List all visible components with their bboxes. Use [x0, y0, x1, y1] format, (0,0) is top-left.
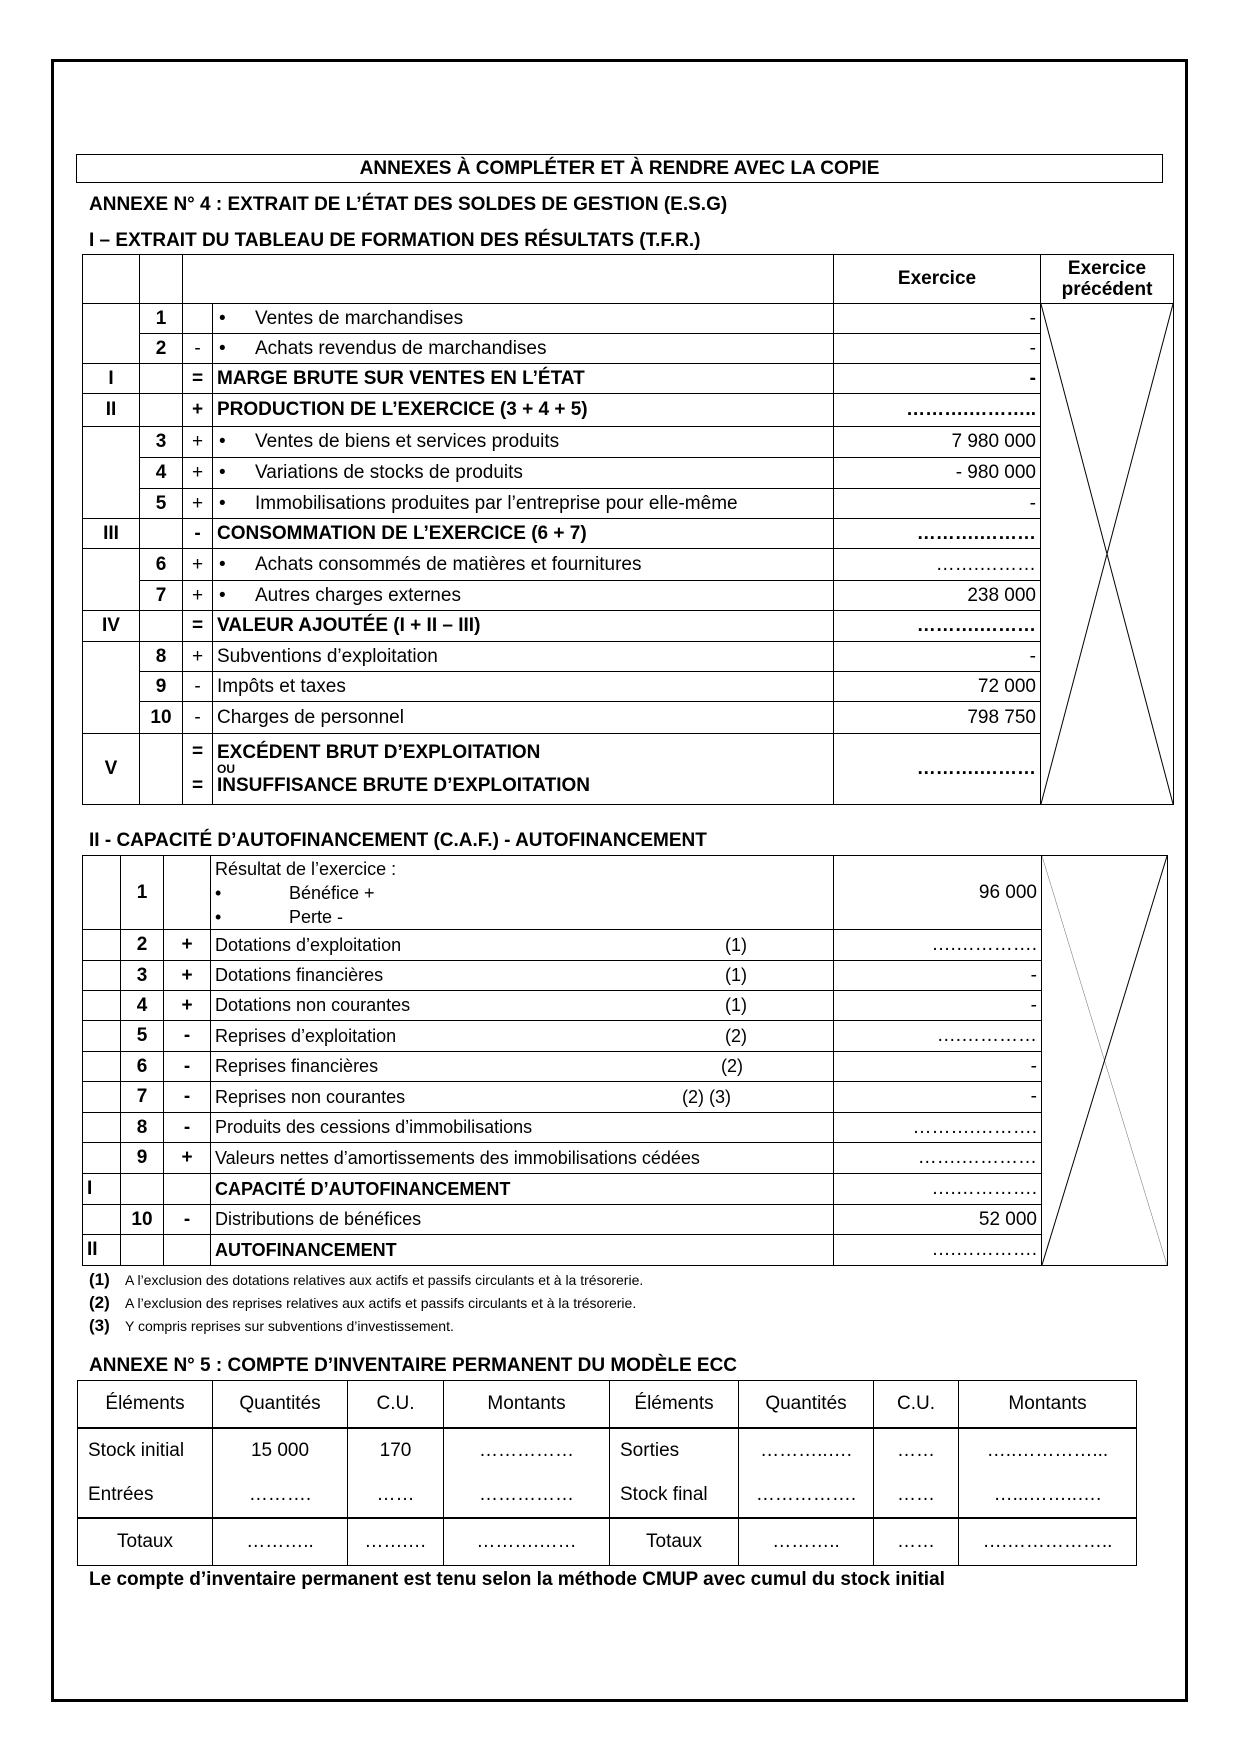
- roman-cell: [83, 1205, 121, 1235]
- inventaire-cell: …...……..….: [959, 1473, 1137, 1518]
- column-header: C.U.: [874, 1381, 959, 1428]
- perte-label: Perte -: [289, 906, 344, 927]
- inventaire-cell: ……………: [444, 1473, 610, 1518]
- bullet-icon: •: [219, 584, 226, 606]
- row-label-text: Distributions de bénéfices: [215, 1209, 422, 1229]
- ebe-label: EXCÉDENT BRUT D’EXPLOITATION: [217, 741, 541, 763]
- sign-cell: +: [183, 581, 213, 611]
- row-label-wrap: [215, 1117, 829, 1138]
- table-row: [83, 856, 1168, 930]
- row-number: [140, 394, 183, 427]
- row-label-text: Autres charges externes: [255, 584, 461, 606]
- roman-cell-empty: [83, 642, 140, 734]
- row-value: 7 980 000: [834, 427, 1041, 458]
- sign-cell: +: [183, 394, 213, 427]
- row-value: ….………….: [834, 930, 1042, 961]
- bullet-icon: •: [219, 337, 226, 359]
- row-number: 4: [121, 991, 164, 1021]
- table-row: [83, 1235, 1168, 1266]
- row-label: [211, 1113, 834, 1143]
- footnote-3: [89, 1316, 454, 1336]
- table-row: [83, 364, 1174, 394]
- table-row: [83, 702, 1174, 734]
- row-value: ……….………: [834, 734, 1041, 805]
- sign-cell: +: [164, 961, 211, 991]
- footnote-ref: (2): [721, 1056, 743, 1076]
- header-empty: [140, 255, 183, 304]
- row-label-text: CAPACITÉ D’AUTOFINANCEMENT: [215, 1178, 511, 1199]
- sign-cell: -: [164, 1113, 211, 1143]
- benefice-label: Bénéfice +: [289, 882, 375, 903]
- footnote-mark: (3): [89, 1316, 110, 1335]
- row-label-text: Subventions d’exploitation: [217, 645, 438, 667]
- roman-cell: I: [83, 1174, 121, 1205]
- row-label: [213, 458, 834, 489]
- row-value: 96 000: [834, 856, 1042, 930]
- roman-cell: II: [83, 1235, 121, 1266]
- footnote-text: Y compris reprises sur subventions d’investissement.: [125, 1318, 454, 1334]
- row-label-wrap: [215, 1087, 829, 1108]
- row-label: [213, 734, 834, 805]
- row-number: 3: [140, 427, 183, 458]
- annexe4-title: ANNEXE N° 4 : EXTRAIT DE L’ÉTAT DES SOLDES DE GESTION (E.S.G): [89, 194, 728, 215]
- row-label-text: Dotations financières: [215, 965, 384, 985]
- row-label: [213, 364, 834, 394]
- row-label-text: Achats revendus de marchandises: [255, 337, 547, 359]
- row-label: [211, 1143, 834, 1174]
- row-value: - 980 000: [834, 458, 1041, 489]
- sign-cell: -: [183, 702, 213, 734]
- row-value: 798 750: [834, 702, 1041, 734]
- table-row: [83, 549, 1174, 581]
- row-label-text: Dotations non courantes: [215, 995, 411, 1015]
- inventaire-cell: ……: [874, 1473, 959, 1518]
- row-label-text: AUTOFINANCEMENT: [215, 1239, 397, 1260]
- cross-icon: [1041, 304, 1173, 804]
- sign-cell: +: [183, 642, 213, 672]
- inventaire-cell: Entrées: [78, 1473, 213, 1518]
- row-label: [213, 489, 834, 519]
- table-row: [83, 930, 1168, 961]
- col-exercice: Exercice: [834, 255, 1041, 304]
- row-label: [211, 930, 834, 961]
- row-label: [211, 961, 834, 991]
- row-value: -: [834, 1082, 1042, 1113]
- table-row: [83, 334, 1174, 364]
- table-row: [83, 611, 1174, 642]
- bullet-icon: •: [219, 492, 226, 514]
- roman-cell: II: [83, 394, 140, 427]
- table-row: [83, 642, 1174, 672]
- inventaire-cell: ………..….: [739, 1428, 874, 1473]
- inventaire-cell: ……: [874, 1428, 959, 1473]
- annexes-header: ANNEXES À COMPLÉTER ET À RENDRE AVEC LA COPIE: [76, 154, 1163, 183]
- row-label: [211, 1052, 834, 1082]
- sign-top: =: [191, 741, 204, 762]
- roman-cell-empty: [83, 304, 140, 364]
- footnote-2: [89, 1293, 636, 1313]
- table-row: [83, 304, 1174, 334]
- row-value: -: [834, 304, 1041, 334]
- bullet-icon: •: [215, 882, 222, 903]
- footnote-ref: (2) (3): [682, 1086, 731, 1107]
- inventaire-cell: …..…………...: [959, 1428, 1137, 1473]
- sign-bottom: =: [191, 775, 204, 796]
- sign-cell: +: [164, 1143, 211, 1174]
- row-label-text: MARGE BRUTE SUR VENTES EN L’ÉTAT: [217, 367, 585, 389]
- tfr-table: [82, 254, 1174, 805]
- sign-cell: +: [164, 930, 211, 961]
- row-number: 4: [140, 458, 183, 489]
- roman-cell-empty: [83, 549, 140, 611]
- table-row: [83, 458, 1174, 489]
- row-label-text: Charges de personnel: [217, 706, 404, 728]
- row-label-text: Valeurs nettes d’amortissements des immobilisations cédées: [215, 1147, 700, 1168]
- roman-cell: IV: [83, 611, 140, 642]
- sign-cell: +: [183, 458, 213, 489]
- row-label-text: Ventes de biens et services produits: [255, 431, 560, 452]
- table-row: [78, 1473, 1137, 1518]
- column-header: C.U.: [348, 1381, 444, 1428]
- row-number: 1: [121, 856, 164, 930]
- list-item: [215, 881, 829, 905]
- footnote-ref: (1): [725, 965, 747, 985]
- row-number: [140, 519, 183, 549]
- table-row: [83, 489, 1174, 519]
- table-row: [83, 427, 1174, 458]
- row-value: 52 000: [834, 1205, 1042, 1235]
- list-item: [215, 905, 829, 929]
- row-label-wrap: [215, 1209, 829, 1230]
- roman-cell: [83, 961, 121, 991]
- row-label-text: Reprises non courantes: [215, 1086, 406, 1107]
- header-empty: [183, 255, 834, 304]
- row-label: [211, 1205, 834, 1235]
- row-number: 10: [140, 702, 183, 734]
- row-label-text: Dotations d’exploitation: [215, 934, 402, 955]
- row-label-text: PRODUCTION DE L’EXERCICE (3 + 4 + 5): [217, 399, 588, 420]
- section2-title: II - CAPACITÉ D’AUTOFINANCEMENT (C.A.F.) - AUTOFINANCEMENT: [89, 830, 707, 851]
- row-label: [213, 581, 834, 611]
- row-label: [213, 611, 834, 642]
- roman-cell: V: [83, 734, 140, 805]
- bullet-icon: •: [219, 431, 226, 452]
- sign-cell: =: [183, 611, 213, 642]
- sign-cell: +: [183, 427, 213, 458]
- roman-cell: [83, 991, 121, 1021]
- row-label-wrap: [215, 1026, 829, 1047]
- header-empty: [83, 255, 140, 304]
- crossed-out-cell: [1042, 856, 1168, 1266]
- table-row: [83, 1143, 1168, 1174]
- tfr-header-row: [83, 255, 1174, 304]
- row-number: 6: [140, 549, 183, 581]
- footnote-1: [89, 1270, 643, 1290]
- or-label: OU: [217, 761, 235, 776]
- row-label: [211, 1235, 834, 1266]
- row-label-text: Variations de stocks de produits: [255, 462, 523, 483]
- sign-cell: [183, 734, 213, 805]
- row-value: …….………: [834, 549, 1041, 581]
- inventaire-cell: ……………: [444, 1428, 610, 1473]
- column-header: Quantités: [213, 1381, 348, 1428]
- sign-cell: -: [164, 1052, 211, 1082]
- row-number: [140, 734, 183, 805]
- row-number: 5: [140, 489, 183, 519]
- column-header: Quantités: [739, 1381, 874, 1428]
- table-row: [83, 1082, 1168, 1113]
- column-header: Éléments: [610, 1381, 739, 1428]
- table-row: [83, 1052, 1168, 1082]
- inventaire-header-row: [78, 1381, 1137, 1428]
- row-value: -: [834, 991, 1042, 1021]
- table-row: [83, 734, 1174, 805]
- table-row: [83, 672, 1174, 702]
- inventaire-cell: Totaux: [78, 1518, 213, 1566]
- row-value: -: [834, 1052, 1042, 1082]
- row-value: ….………….: [834, 1174, 1042, 1205]
- footnote-ref: (1): [725, 934, 747, 955]
- col-exercice-precedent: Exercice précédent: [1041, 255, 1174, 304]
- row-label: [211, 1021, 834, 1052]
- row-label: [213, 427, 834, 458]
- row-label: [213, 519, 834, 549]
- sign-cell: -: [164, 1021, 211, 1052]
- inventaire-cell: ………..: [213, 1518, 348, 1566]
- footnote-mark: (1): [89, 1270, 110, 1289]
- roman-cell: [83, 1052, 121, 1082]
- inventaire-cell: …………….: [739, 1473, 874, 1518]
- sign-cell: +: [183, 549, 213, 581]
- row-value: -: [834, 364, 1041, 394]
- row-number: 8: [121, 1113, 164, 1143]
- footnote-text: A l’exclusion des reprises relatives aux actifs et passifs circulants et à la trésorerie.: [125, 1295, 637, 1311]
- bullet-icon: •: [219, 307, 226, 329]
- table-row: [78, 1518, 1137, 1566]
- row-number: 5: [121, 1021, 164, 1052]
- sign-cell: -: [164, 1205, 211, 1235]
- row-label-wrap: [215, 995, 829, 1016]
- inventaire-cell: Sorties: [610, 1428, 739, 1473]
- row-value: ……….………..: [834, 394, 1041, 427]
- row-label: [213, 642, 834, 672]
- table-row: [83, 1174, 1168, 1205]
- row-value: …….…………: [834, 1143, 1042, 1174]
- row-label: [213, 304, 834, 334]
- row-number: 1: [140, 304, 183, 334]
- roman-cell: [83, 1082, 121, 1113]
- roman-cell: [83, 1113, 121, 1143]
- sign-cell: [183, 304, 213, 334]
- table-row: [83, 1205, 1168, 1235]
- row-number: 8: [140, 642, 183, 672]
- sign-cell: +: [183, 489, 213, 519]
- row-label: [211, 1174, 834, 1205]
- table-row: [83, 519, 1174, 549]
- inventaire-cell: Totaux: [610, 1518, 739, 1566]
- row-value: ……….………: [834, 611, 1041, 642]
- sign-cell: [164, 856, 211, 930]
- ibe-label: INSUFFISANCE BRUTE D’EXPLOITATION: [217, 774, 590, 796]
- row-value: 72 000: [834, 672, 1041, 702]
- row-number: [121, 1174, 164, 1205]
- row-number: 7: [140, 581, 183, 611]
- inventaire-table: [77, 1380, 1137, 1566]
- table-row: [83, 961, 1168, 991]
- inventaire-cell: …….…: [348, 1518, 444, 1566]
- row-value: ….………….: [834, 1235, 1042, 1266]
- roman-cell: [83, 856, 121, 930]
- row-label: [213, 394, 834, 427]
- sign-cell: =: [183, 364, 213, 394]
- row-label: [213, 702, 834, 734]
- table-row: [83, 991, 1168, 1021]
- row-number: 10: [121, 1205, 164, 1235]
- inventaire-cell: ……: [348, 1473, 444, 1518]
- footnote-ref: (2): [725, 1025, 747, 1046]
- row-number: 9: [121, 1143, 164, 1174]
- inventaire-cell: 170: [348, 1428, 444, 1473]
- row-label-text: Reprises financières: [215, 1056, 379, 1076]
- inventaire-cell: Stock final: [610, 1473, 739, 1518]
- row-number: 9: [140, 672, 183, 702]
- row-number: 2: [121, 930, 164, 961]
- row-label-text: Produits des cessions d’immobilisations: [215, 1117, 533, 1137]
- table-row: [83, 1113, 1168, 1143]
- inventaire-cell: ….……………..: [959, 1518, 1137, 1566]
- row-label: [213, 672, 834, 702]
- inventaire-cell: Stock initial: [78, 1428, 213, 1473]
- roman-cell: I: [83, 364, 140, 394]
- sign-cell: +: [164, 991, 211, 1021]
- row-label-text: Achats consommés de matières et fournitures: [255, 553, 642, 575]
- row-value: -: [834, 334, 1041, 364]
- row-label-wrap: [215, 1148, 829, 1169]
- row-label: [211, 991, 834, 1021]
- row-label-text: Impôts et taxes: [217, 675, 346, 697]
- row-number: [140, 611, 183, 642]
- footnote-mark: (2): [89, 1293, 110, 1312]
- bullet-icon: •: [219, 553, 226, 575]
- sign-cell: [164, 1235, 211, 1266]
- roman-cell-empty: [83, 427, 140, 519]
- row-label-text: Ventes de marchandises: [255, 307, 464, 329]
- row-label: [211, 1082, 834, 1113]
- footnote-ref: (1): [725, 995, 747, 1015]
- annexe5-title: ANNEXE N° 5 : COMPTE D’INVENTAIRE PERMANENT DU MODÈLE ECC: [89, 1355, 738, 1376]
- row-value: ….…………: [834, 1021, 1042, 1052]
- sign-cell: [164, 1174, 211, 1205]
- row-label-text: Immobilisations produites par l’entreprise pour elle-même: [255, 492, 738, 514]
- row-number: 6: [121, 1052, 164, 1082]
- cross-icon: [1042, 856, 1167, 1265]
- inventaire-cell: ……….: [213, 1473, 348, 1518]
- resultat-label: Résultat de l’exercice :: [215, 858, 397, 879]
- final-note: Le compte d’inventaire permanent est tenu selon la méthode CMUP avec cumul du stock initial: [89, 1569, 945, 1590]
- roman-cell: III: [83, 519, 140, 549]
- row-value: -: [834, 489, 1041, 519]
- row-value: 238 000: [834, 581, 1041, 611]
- row-number: 3: [121, 961, 164, 991]
- sign-cell: -: [183, 672, 213, 702]
- row-value: ……….……….: [834, 1113, 1042, 1143]
- inventaire-cell: ……: [874, 1518, 959, 1566]
- sign-cell: -: [183, 334, 213, 364]
- roman-cell: [83, 1021, 121, 1052]
- table-row: [83, 581, 1174, 611]
- row-label: [211, 856, 834, 930]
- bullet-icon: •: [215, 906, 222, 927]
- table-row: [83, 394, 1174, 427]
- row-number: [140, 364, 183, 394]
- row-label-wrap: [215, 965, 829, 986]
- bullet-icon: •: [219, 462, 226, 483]
- section1-title: I – EXTRAIT DU TABLEAU DE FORMATION DES RÉSULTATS (T.F.R.): [89, 230, 701, 251]
- row-value: -: [834, 642, 1041, 672]
- footnote-text: A l’exclusion des dotations relatives aux actifs et passifs circulants et à la trésorerie.: [125, 1272, 644, 1288]
- inventaire-cell: ………..: [739, 1518, 874, 1566]
- row-label-text: CONSOMMATION DE L’EXERCICE (6 + 7): [217, 522, 587, 544]
- row-label-wrap: [215, 1179, 829, 1200]
- row-label-wrap: [215, 935, 829, 956]
- row-label-text: Reprises d’exploitation: [215, 1025, 397, 1046]
- table-row: [83, 1021, 1168, 1052]
- row-label: [213, 334, 834, 364]
- column-header: Montants: [444, 1381, 610, 1428]
- row-label-text: VALEUR AJOUTÉE (I + II – III): [217, 615, 481, 636]
- column-header: Montants: [959, 1381, 1137, 1428]
- row-value: ……….………: [834, 519, 1041, 549]
- row-number: 2: [140, 334, 183, 364]
- row-label-wrap: [215, 1240, 829, 1261]
- caf-table: [82, 855, 1168, 1266]
- table-row: [78, 1428, 1137, 1473]
- row-number: [121, 1235, 164, 1266]
- roman-cell: [83, 930, 121, 961]
- roman-cell: [83, 1143, 121, 1174]
- column-header: Éléments: [78, 1381, 213, 1428]
- row-number: 7: [121, 1082, 164, 1113]
- row-label-wrap: [215, 1056, 829, 1077]
- row-label: [213, 549, 834, 581]
- sign-cell: -: [183, 519, 213, 549]
- sign-cell: -: [164, 1082, 211, 1113]
- inventaire-cell: 15 000: [213, 1428, 348, 1473]
- crossed-out-cell: [1041, 304, 1174, 805]
- inventaire-cell: ……….……: [444, 1518, 610, 1566]
- row-value: -: [834, 961, 1042, 991]
